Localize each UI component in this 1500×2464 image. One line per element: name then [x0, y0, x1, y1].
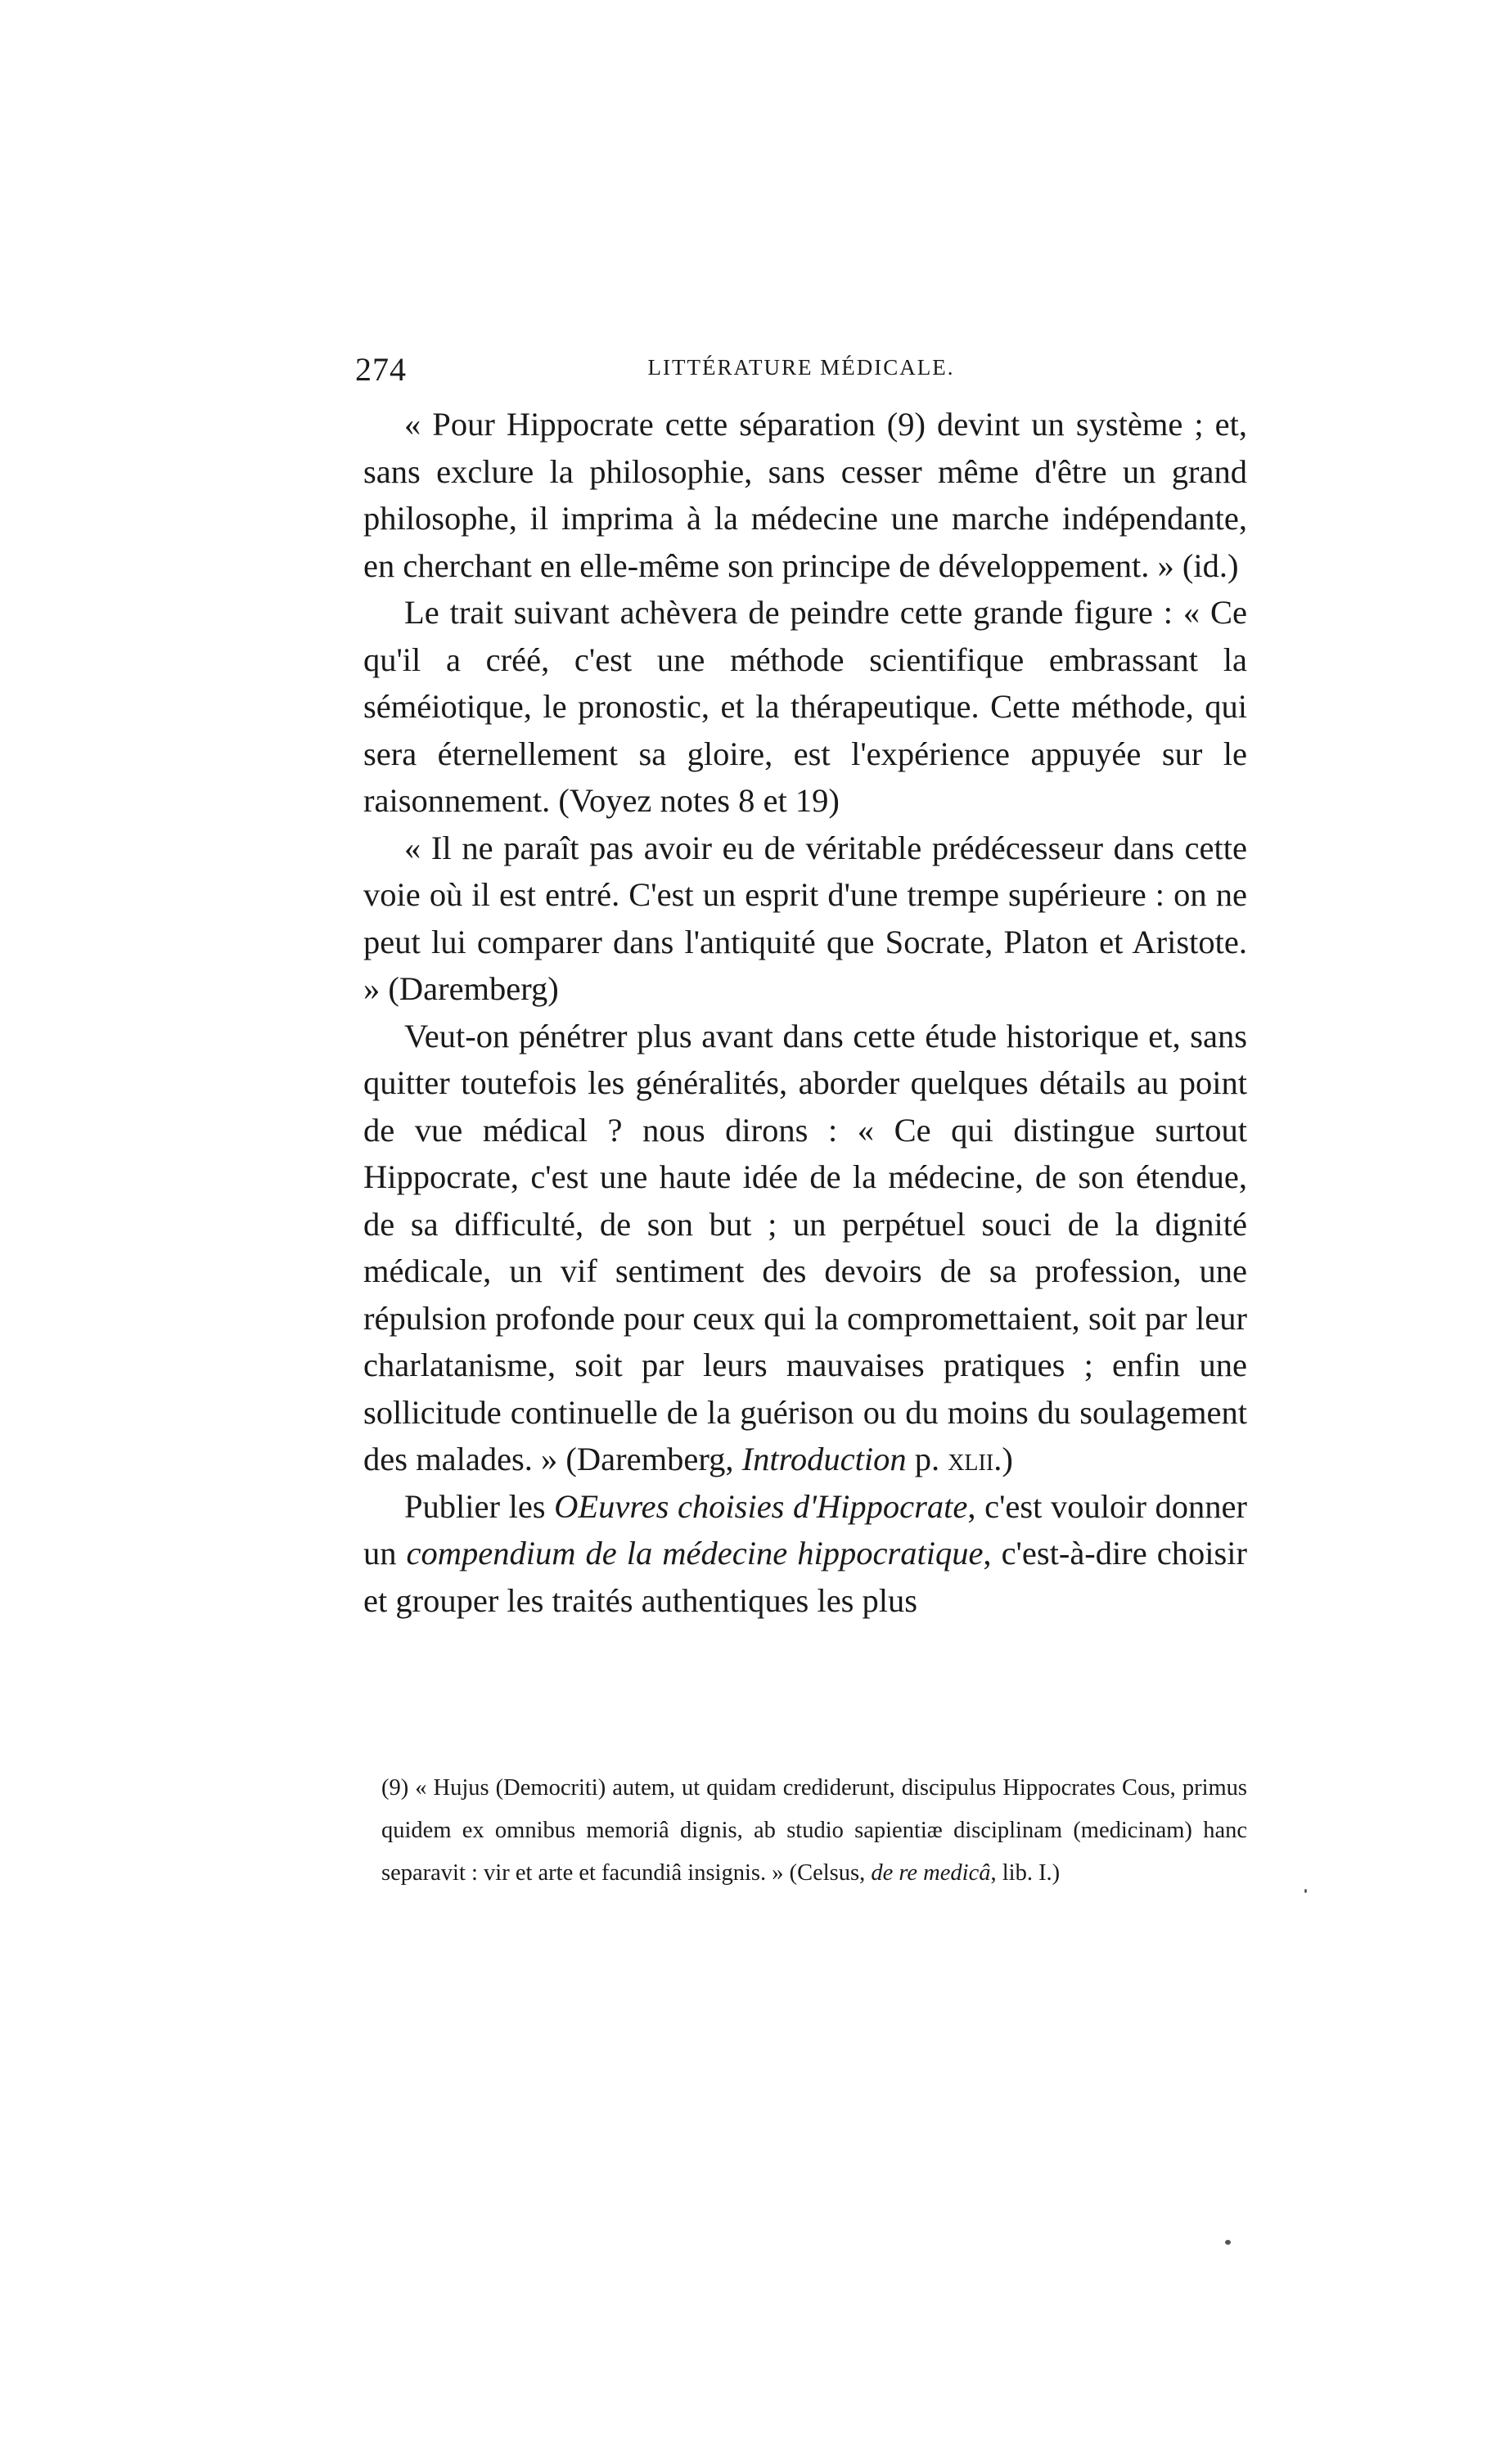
text-run: .): [993, 1441, 1013, 1477]
page-header: [355, 350, 1247, 399]
footnotes: [381, 1767, 1247, 1895]
paragraph: [363, 589, 1247, 825]
running-title: LITTÉRATURE MÉDICALE.: [647, 355, 955, 380]
page-number: 274: [355, 351, 407, 388]
text-run: « Il ne paraît pas avoir eu de véritable prédécesseur dans cette voie où il est entré. C'est un esprit d'une trempe supérieure : on ne peut lui comparer dans l'antiquité que Socrate, Platon et Aristote. » (Daremberg): [363, 829, 1247, 1007]
text-run: , lib. I.): [990, 1860, 1061, 1886]
text-run: , c'est vouloir donner un: [363, 1487, 1248, 1571]
roman-numeral: xlii: [948, 1441, 994, 1477]
italic-text: OEuvres choisies d'Hippocrate: [554, 1487, 968, 1525]
paragraph: [363, 1013, 1247, 1483]
print-speck: [1225, 2240, 1231, 2245]
body-text: [363, 401, 1247, 1624]
paragraph: [363, 401, 1247, 589]
footnote: [381, 1767, 1247, 1895]
paragraph: [363, 825, 1247, 1013]
print-speck: [1304, 1889, 1307, 1893]
text-run: « Pour Hippocrate cette séparation (9) devint un système ; et, sans exclure la philosophie, sans cesser même d'être un grand philosophe, il imprima à la médecine une marche indépendante, en cherchant en elle-même son principe de développement. » (id.): [363, 406, 1247, 584]
text-run: Veut-on pénétrer plus avant dans cette étude historique et, sans quitter toutefois les généralités, aborder quelques détails au point de vue médical ? nous dirons : « Ce qui distingue surtout Hippocrate, c'est une haute idée de la médecine, de son étendue, de sa difficulté, de son but ; un perpétuel souci de la dignité médicale, un vif sentiment des devoirs de sa profession, une répulsion profonde pour ceux qui la compromettaient, soit par leur charlatanisme, soit par leurs mauvaises pratiques ; enfin une sollicitude continuelle de la guérison ou du moins du soulagement des malades. » (Daremberg,: [363, 1017, 1247, 1477]
italic-text: Introduction: [741, 1441, 907, 1477]
italic-text: de re medicâ: [871, 1860, 991, 1886]
text-run: p.: [906, 1441, 948, 1477]
italic-text: compendium de la médecine hippocratique: [406, 1535, 984, 1571]
text-run: Le trait suivant achèvera de peindre cette grande figure : « Ce qu'il a créé, c'est une méthode scientifique embrassant la séméiotique, le pronostic, et la thérapeutique. Cette méthode, qui sera éternellement sa gloire, est l'expérience appuyée sur le raisonnement. (Voyez notes 8 et 19): [363, 594, 1247, 819]
text-run: , c'est-à-dire choisir et grouper les traités authentiques les plus: [363, 1535, 1247, 1619]
paragraph: [363, 1483, 1247, 1625]
text-run: (9) « Hujus (Democriti) autem, ut quidam crediderunt, discipulus Hippocrates Cous, primus quidem ex omnibus memoriâ dignis, ab studio sapientiæ disciplinam (medicinam) hanc separavit : vir et arte et facundiâ insignis. » (Celsus,: [381, 1775, 1247, 1886]
text-run: Publier les: [404, 1487, 555, 1525]
